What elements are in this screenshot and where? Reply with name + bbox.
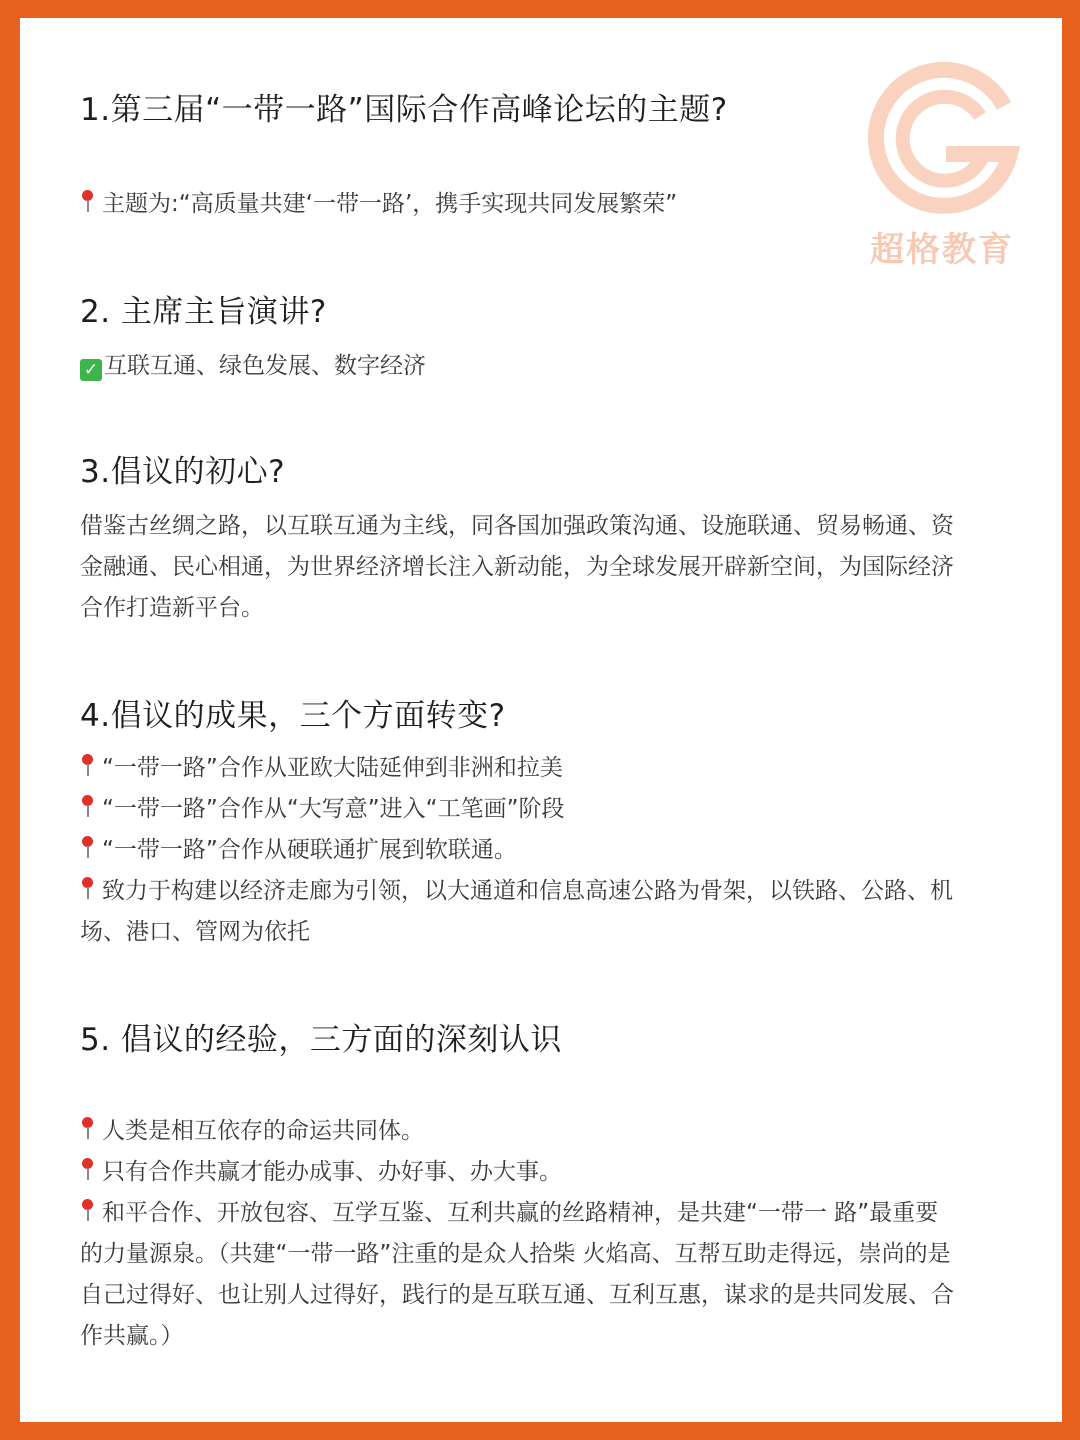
pin-icon xyxy=(80,795,96,819)
list-item-text: 致力于构建以经济走廊为引领，以大通道和信息高速公路为骨架，以铁路、公路、机 xyxy=(102,878,953,904)
q3-line: 借鉴古丝绸之路，以互联互通为主线，同各国加强政策沟通、设施联通、贸易畅通、资 xyxy=(80,513,954,539)
list-item xyxy=(80,748,1030,789)
list-item xyxy=(80,1152,1030,1193)
pin-icon xyxy=(80,754,96,778)
check-icon: ✓ xyxy=(80,359,102,381)
q3-line: 合作打造新平台。 xyxy=(80,595,264,621)
list-item xyxy=(80,789,1030,830)
q3-title: 3.倡议的初心? xyxy=(80,454,286,490)
q2-answer-line xyxy=(80,346,426,387)
list-item-text: 人类是相互依存的命运共同体。 xyxy=(102,1118,424,1144)
watermark-logo xyxy=(858,54,1026,284)
pin-icon xyxy=(80,1117,96,1141)
q1-title: 1.第三届“一带一路”国际合作高峰论坛的主题? xyxy=(80,92,728,128)
q2-answer: 互联互通、绿色发展、数字经济 xyxy=(104,353,426,379)
q4-title: 4.倡议的成果，三个方面转变? xyxy=(80,698,506,734)
list-item-continuation: 自己过得好、也让别人过得好，践行的是互联互通、互利互惠，谋求的是共同发展、合 xyxy=(80,1282,954,1308)
pin-icon xyxy=(80,1199,96,1223)
list-item xyxy=(80,1111,1030,1152)
list-item-text: 只有合作共赢才能办成事、办好事、办大事。 xyxy=(102,1159,562,1185)
list-item xyxy=(80,1193,1030,1234)
pin-icon xyxy=(80,1158,96,1182)
list-item-text: 和平合作、开放包容、互学互鉴、互利共赢的丝路精神，是共建“一带一 路”最重要 xyxy=(102,1200,939,1226)
q1-answer-line xyxy=(80,184,677,225)
content-card xyxy=(20,18,1062,1422)
q3-paragraph xyxy=(80,506,1020,629)
q3-line: 金融通、民心相通，为世界经济增长注入新动能，为全球发展开辟新空间，为国际经济 xyxy=(80,554,954,580)
pin-icon xyxy=(80,836,96,860)
list-item-text: “一带一路”合作从硬联通扩展到软联通。 xyxy=(102,837,517,863)
list-item-continuation: 的力量源泉。（共建“一带一路”注重的是众人拾柴 火焰高、互帮互助走得远，崇尚的是 xyxy=(80,1241,951,1267)
list-item-text: “一带一路”合作从“大写意”进入“工笔画”阶段 xyxy=(102,796,565,822)
pin-icon xyxy=(80,190,96,214)
list-item-continuation: 作共赢。） xyxy=(80,1323,184,1349)
q1-answer: 主题为:“高质量共建‘一带一路’，携手实现共同发展繁荣” xyxy=(102,191,678,217)
watermark-text: 超格教育 xyxy=(870,230,1014,270)
list-item xyxy=(80,830,1030,871)
g-logo-icon xyxy=(858,54,1026,219)
list-item-text: “一带一路”合作从亚欧大陆延伸到非洲和拉美 xyxy=(102,755,563,781)
q5-title: 5. 倡议的经验，三方面的深刻认识 xyxy=(80,1022,562,1058)
q5-list xyxy=(80,1111,1030,1357)
q4-list xyxy=(80,748,1030,953)
q2-title: 2. 主席主旨演讲? xyxy=(80,294,327,330)
list-item xyxy=(80,871,1030,912)
pin-icon xyxy=(80,877,96,901)
list-item-continuation: 场、港口、管网为依托 xyxy=(80,919,310,945)
